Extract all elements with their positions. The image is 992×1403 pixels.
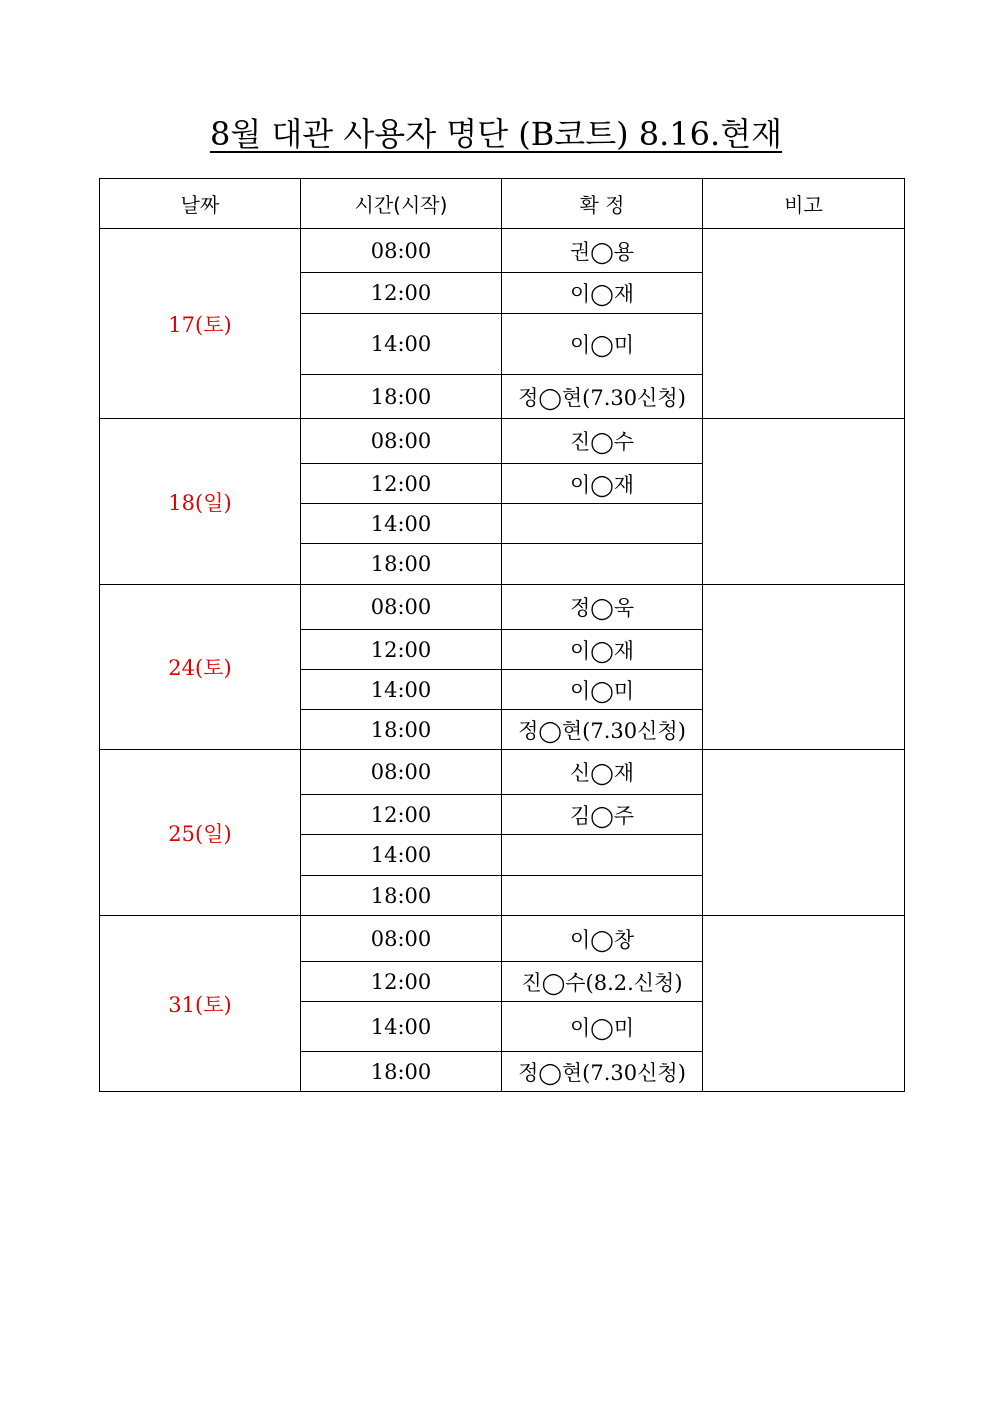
date-cell: 17(토) bbox=[100, 229, 301, 419]
name-cell: 이◯미 bbox=[502, 670, 703, 710]
name-cell: 이◯미 bbox=[502, 314, 703, 375]
name-cell: 김◯주 bbox=[502, 795, 703, 835]
name-cell bbox=[502, 544, 703, 585]
time-cell: 18:00 bbox=[301, 1052, 502, 1092]
date-cell: 31(토) bbox=[100, 916, 301, 1092]
page-title-text: 8월 대관 사용자 명단 (B코트) 8.16.현재 bbox=[209, 115, 783, 153]
name-cell: 이◯창 bbox=[502, 916, 703, 962]
name-cell bbox=[502, 835, 703, 876]
time-cell: 12:00 bbox=[301, 273, 502, 314]
table-row bbox=[100, 750, 905, 795]
time-cell: 12:00 bbox=[301, 464, 502, 504]
name-cell: 정◯현(7.30신청) bbox=[502, 375, 703, 419]
name-cell: 이◯미 bbox=[502, 1002, 703, 1052]
name-cell: 이◯재 bbox=[502, 464, 703, 504]
header-row bbox=[100, 179, 905, 229]
date-cell: 25(일) bbox=[100, 750, 301, 916]
time-cell: 14:00 bbox=[301, 835, 502, 876]
rental-schedule-table bbox=[99, 178, 905, 1092]
time-cell: 08:00 bbox=[301, 750, 502, 795]
time-cell: 08:00 bbox=[301, 419, 502, 464]
time-cell: 18:00 bbox=[301, 544, 502, 585]
time-cell: 14:00 bbox=[301, 314, 502, 375]
date-cell: 24(토) bbox=[100, 585, 301, 750]
page-title bbox=[0, 112, 992, 156]
table-row bbox=[100, 419, 905, 464]
header-confirmed: 확 정 bbox=[502, 179, 703, 229]
table-row bbox=[100, 916, 905, 962]
name-cell: 정◯현(7.30신청) bbox=[502, 710, 703, 750]
name-cell bbox=[502, 504, 703, 544]
header-note: 비고 bbox=[703, 179, 905, 229]
table-row bbox=[100, 585, 905, 630]
time-cell: 08:00 bbox=[301, 916, 502, 962]
note-cell bbox=[703, 229, 905, 419]
note-cell bbox=[703, 750, 905, 916]
name-cell: 신◯재 bbox=[502, 750, 703, 795]
time-cell: 08:00 bbox=[301, 229, 502, 273]
table-row bbox=[100, 229, 905, 273]
time-cell: 12:00 bbox=[301, 795, 502, 835]
header-date: 날짜 bbox=[100, 179, 301, 229]
name-cell: 이◯재 bbox=[502, 273, 703, 314]
time-cell: 14:00 bbox=[301, 670, 502, 710]
time-cell: 18:00 bbox=[301, 876, 502, 916]
time-cell: 08:00 bbox=[301, 585, 502, 630]
header-time: 시간(시작) bbox=[301, 179, 502, 229]
note-cell bbox=[703, 916, 905, 1092]
name-cell: 권◯용 bbox=[502, 229, 703, 273]
note-cell bbox=[703, 585, 905, 750]
note-cell bbox=[703, 419, 905, 585]
time-cell: 14:00 bbox=[301, 504, 502, 544]
name-cell: 진◯수(8.2.신청) bbox=[502, 962, 703, 1002]
time-cell: 14:00 bbox=[301, 1002, 502, 1052]
name-cell bbox=[502, 876, 703, 916]
date-cell: 18(일) bbox=[100, 419, 301, 585]
name-cell: 정◯현(7.30신청) bbox=[502, 1052, 703, 1092]
name-cell: 진◯수 bbox=[502, 419, 703, 464]
time-cell: 12:00 bbox=[301, 630, 502, 670]
time-cell: 12:00 bbox=[301, 962, 502, 1002]
name-cell: 정◯욱 bbox=[502, 585, 703, 630]
time-cell: 18:00 bbox=[301, 375, 502, 419]
name-cell: 이◯재 bbox=[502, 630, 703, 670]
time-cell: 18:00 bbox=[301, 710, 502, 750]
